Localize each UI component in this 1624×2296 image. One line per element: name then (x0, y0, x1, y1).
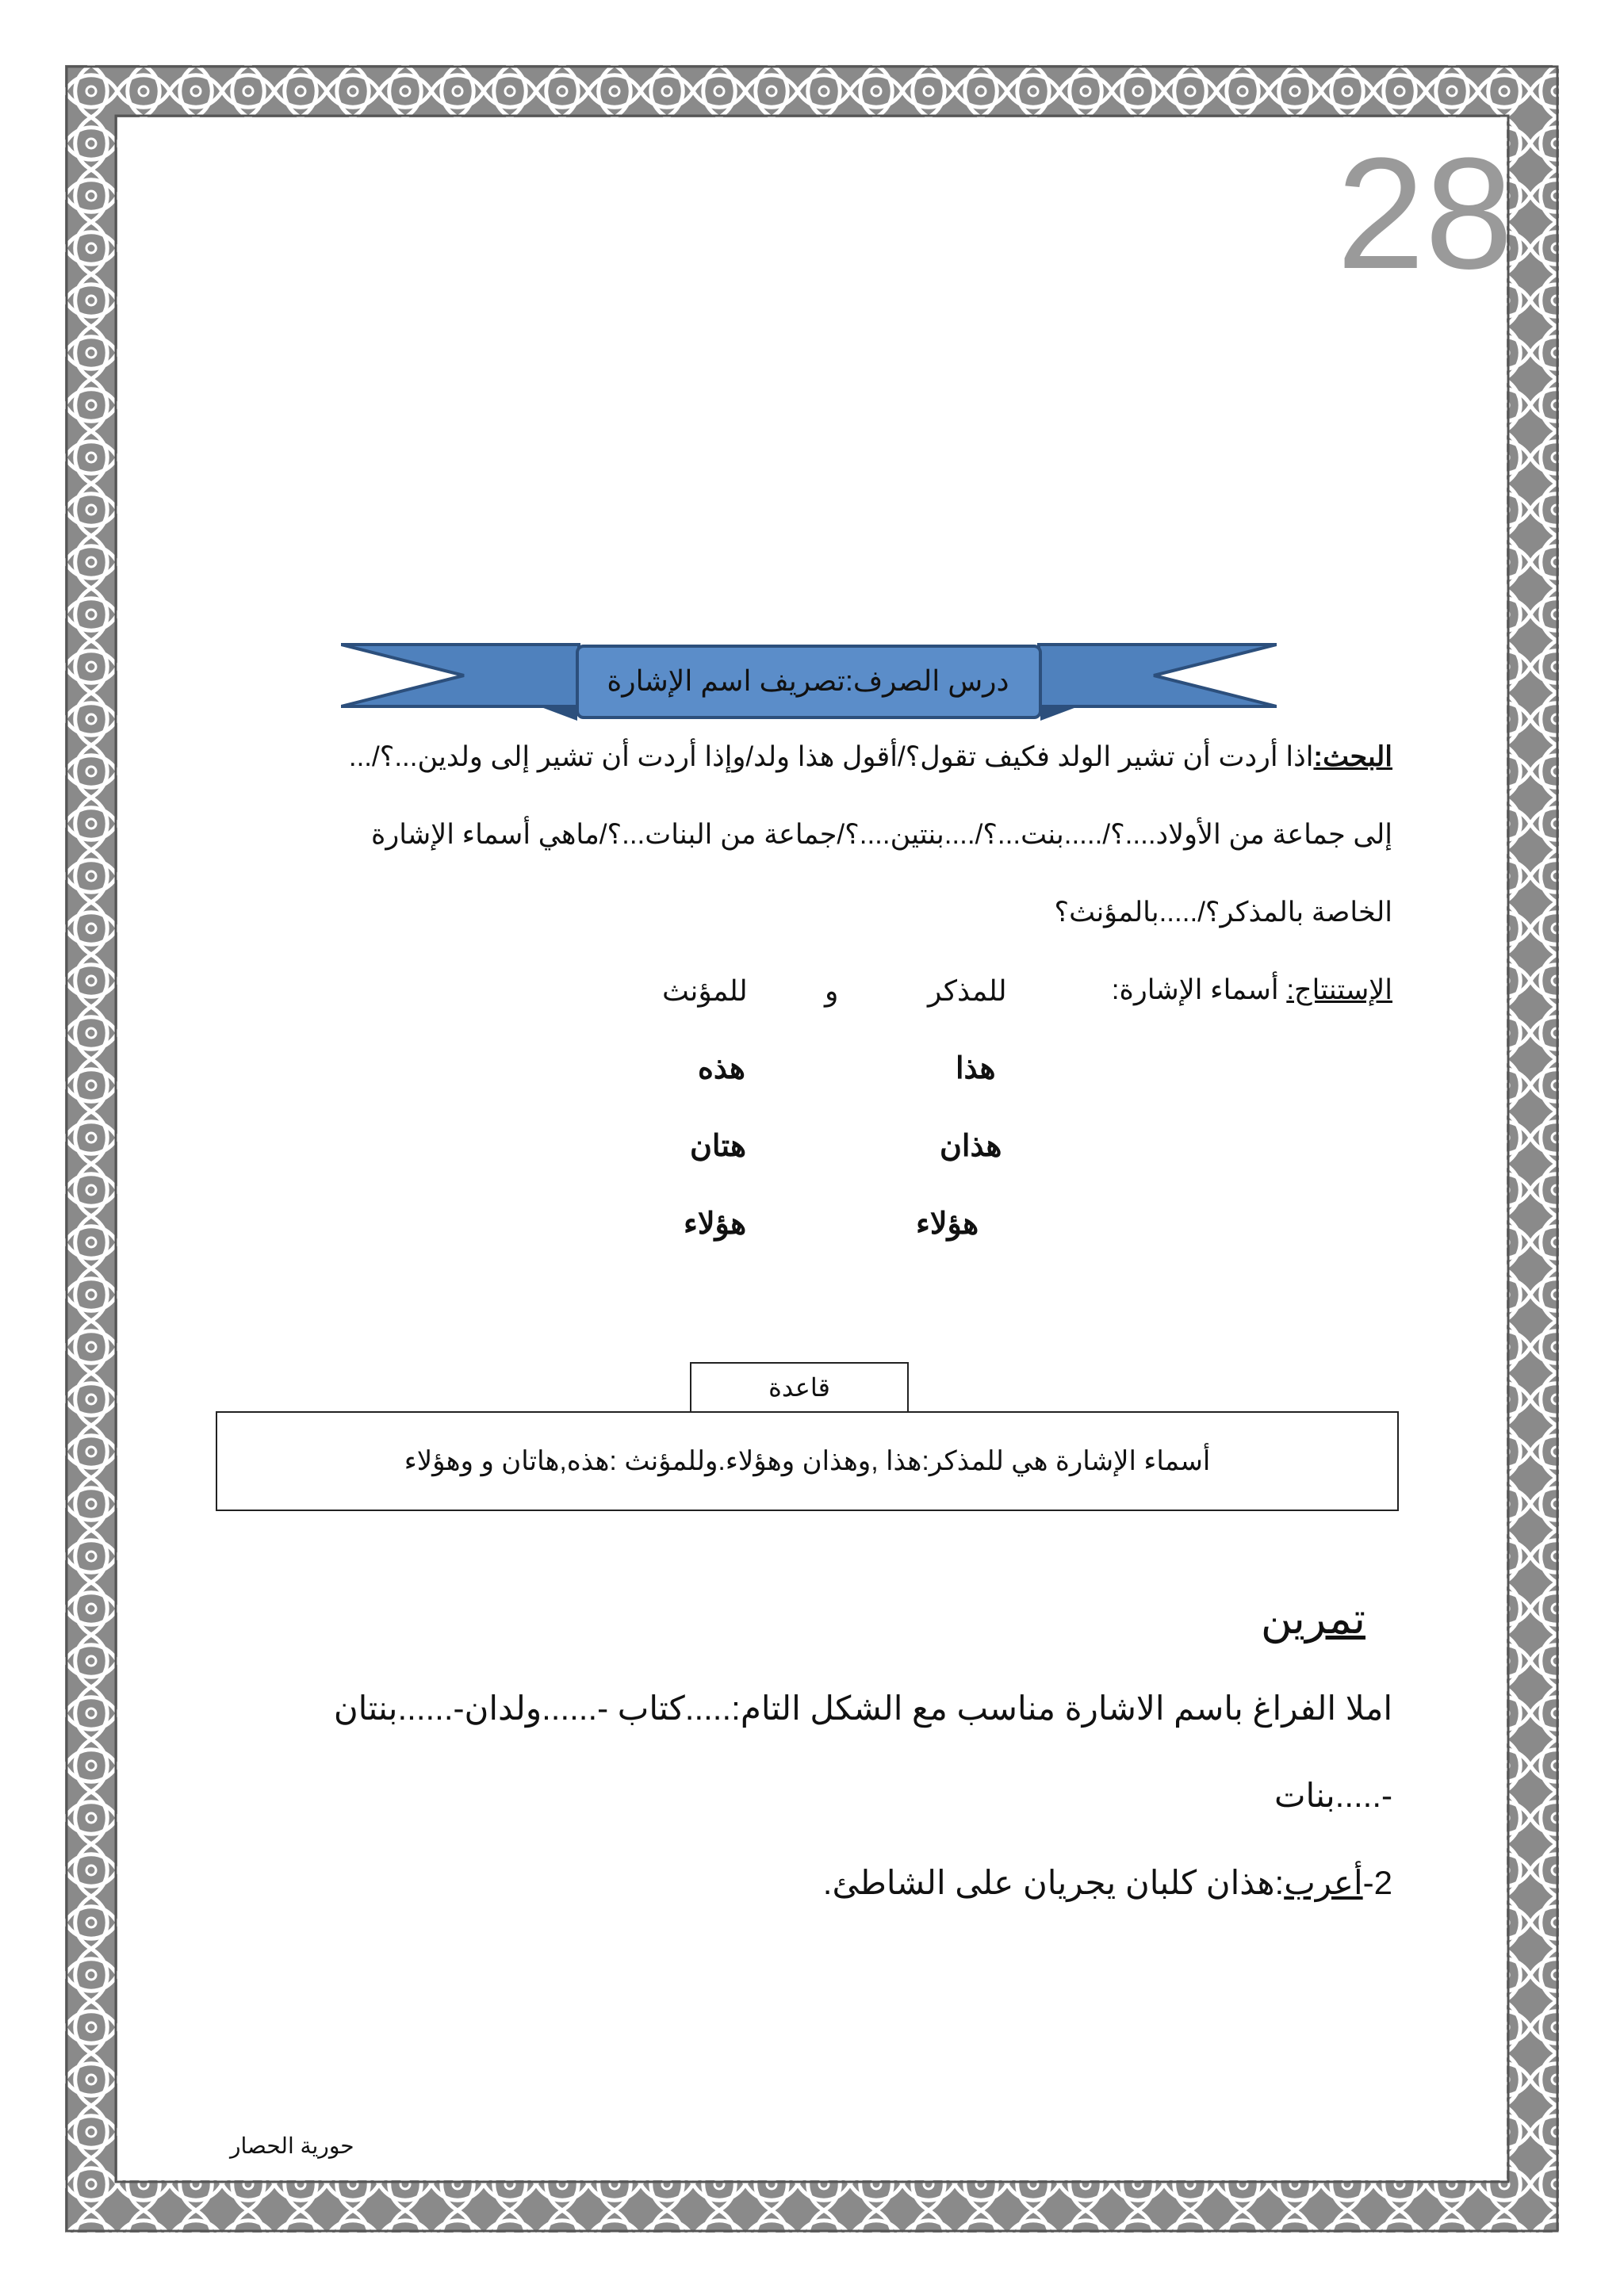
research-label: البحث: (1313, 741, 1392, 772)
research-line-1: البحث:اذا أردت أن تشير الولد فكيف تقول؟/أقول هذا ولد/وإذا أردت أن تشير إلى ولدين...؟/... (348, 741, 1392, 772)
fem-item-2: هتان (690, 1130, 746, 1163)
exercise-title: تمرين (1260, 1595, 1365, 1643)
masc-item-1: هذا (956, 1052, 996, 1085)
exercise-item-2: 2-أعرب:هذان كلبان يجريان على الشاطئ. (822, 1864, 1392, 1901)
masc-header: للمذكر (928, 974, 1007, 1007)
rule-tab: قاعدة (690, 1362, 909, 1411)
lesson-title: درس الصرف:تصريف اسم الإشارة (607, 664, 1009, 697)
research-line-2: إلى جماعة من الأولاد....؟/.....بنت...؟/....بنتين....؟/جماعة من البنات...؟/ماهي أسماء الإشارة (371, 819, 1392, 850)
fem-item-3: هؤلاء (684, 1207, 747, 1241)
page-number: 28 (1336, 125, 1513, 302)
item2-label: أعرب (1284, 1864, 1363, 1901)
rule-text: أسماء الإشارة هي للمذكر:هذا ,وهذان وهؤلاء.وللمؤنث :هذه,هاتان و وهؤلاء (216, 1411, 1399, 1511)
and-word: و (825, 974, 839, 1007)
research-line-3: الخاصة بالمذكر؟/.....بالمؤنث؟ (1054, 897, 1392, 928)
celtic-knot-pattern (65, 65, 1559, 2233)
fem-item-1: هذه (698, 1052, 745, 1085)
exercise-line-1: املا الفراغ باسم الاشارة مناسب مع الشكل التام:.....كتاب -......ولدان-......بنتان (333, 1689, 1392, 1727)
masc-item-3: هؤلاء (916, 1207, 979, 1241)
exercise-line-2: -.....بنات (1274, 1777, 1392, 1814)
conclusion-label: الإستنتاج: (1286, 974, 1392, 1005)
fem-header: للمؤنث (662, 974, 748, 1007)
conclusion-line: الإستنتاج: أسماء الإشارة: (1111, 974, 1392, 1005)
footer-author: حورية الحصار (230, 2133, 354, 2158)
masc-item-2: هذان (940, 1130, 1002, 1163)
